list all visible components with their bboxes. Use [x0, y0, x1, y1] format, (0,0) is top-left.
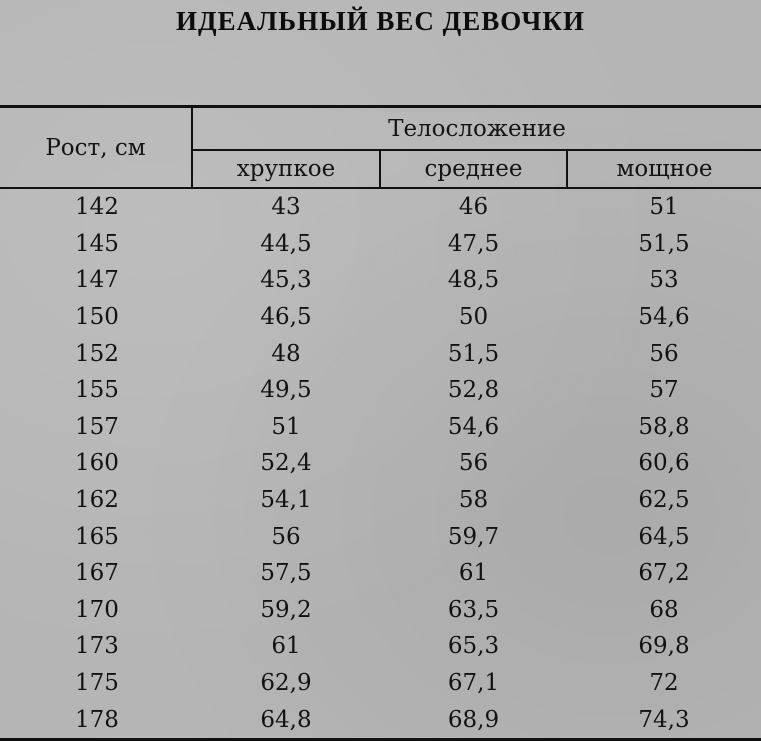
cell-fragile: 57,5: [260, 560, 312, 587]
height-column-header: Рост, см: [0, 107, 192, 189]
cell-medium: 52,8: [447, 377, 500, 404]
cell-fragile: 48: [271, 340, 301, 367]
cell-height: 157: [75, 413, 119, 440]
cell-fragile: 56: [271, 523, 301, 550]
page-title: ИДЕАЛЬНЫЙ ВЕС ДЕВОЧКИ: [176, 6, 585, 36]
table-body: [0, 188, 761, 739]
cell-medium: 63,5: [447, 596, 500, 623]
cell-medium: 65,3: [447, 633, 500, 660]
cell-strong: 74,3: [638, 706, 690, 733]
table-row: [0, 188, 761, 226]
cell-height: 142: [75, 194, 119, 221]
cell-fragile: 54,1: [260, 487, 312, 514]
cell-medium: 61: [458, 560, 489, 587]
cell-strong: 57: [649, 377, 679, 404]
cell-medium: 47,5: [447, 230, 500, 257]
cell-fragile: 62,9: [260, 670, 312, 697]
table-row: [0, 665, 761, 702]
cell-strong: 62,5: [638, 487, 690, 514]
cell-height: 170: [75, 596, 119, 623]
cell-medium: 50: [458, 304, 489, 331]
cell-medium: 51,5: [447, 340, 500, 367]
cell-fragile: 52,4: [260, 450, 312, 477]
cell-height: 152: [75, 340, 119, 367]
cell-medium: 54,6: [447, 413, 500, 440]
table-row: [0, 335, 761, 372]
cell-height: 147: [75, 267, 119, 294]
cell-height: 145: [75, 230, 119, 257]
cell-strong: 72: [649, 670, 679, 697]
cell-strong: 69,8: [638, 633, 690, 660]
cell-strong: 56: [649, 340, 679, 367]
cell-fragile: 43: [271, 194, 301, 221]
table-row: [0, 555, 761, 592]
cell-fragile: 44,5: [260, 230, 312, 257]
cell-strong: 51,5: [638, 230, 690, 257]
cell-fragile: 59,2: [260, 596, 312, 623]
table-row: [0, 445, 761, 482]
cell-fragile: 45,3: [260, 267, 312, 294]
weight-table: [0, 105, 761, 741]
table-row: [0, 299, 761, 336]
cell-strong: 68: [649, 596, 679, 623]
cell-height: 173: [75, 633, 119, 660]
cell-strong: 58,8: [638, 413, 690, 440]
cell-medium: 67,1: [447, 670, 500, 697]
cell-medium: 46: [458, 194, 489, 221]
cell-height: 167: [75, 560, 119, 587]
table-row: [0, 592, 761, 629]
table-row: [0, 701, 761, 739]
cell-strong: 53: [649, 267, 679, 294]
cell-height: 155: [75, 377, 119, 404]
cell-fragile: 61: [271, 633, 301, 660]
table-row: [0, 409, 761, 446]
table-row: [0, 226, 761, 263]
cell-height: 165: [75, 523, 119, 550]
cell-medium: 48,5: [447, 267, 500, 294]
cell-fragile: 64,8: [260, 706, 312, 733]
cell-height: 160: [75, 450, 119, 477]
cell-medium: 59,7: [447, 523, 500, 550]
cell-medium: 58: [458, 487, 489, 514]
cell-fragile: 46,5: [260, 304, 312, 331]
cell-strong: 51: [649, 194, 679, 221]
table-row: [0, 372, 761, 409]
cell-strong: 54,6: [638, 304, 690, 331]
table-row: [0, 262, 761, 299]
table-row: [0, 482, 761, 519]
table-row: [0, 628, 761, 665]
cell-height: 150: [75, 304, 119, 331]
column-header-fragile: хрупкое: [192, 150, 380, 188]
column-header-medium: среднее: [380, 150, 567, 188]
cell-fragile: 49,5: [260, 377, 312, 404]
cell-medium: 68,9: [447, 706, 500, 733]
cell-strong: 64,5: [638, 523, 690, 550]
table-header: [0, 107, 761, 189]
build-group-header: Телосложение: [192, 107, 761, 151]
column-header-strong: мощное: [567, 150, 761, 188]
cell-strong: 67,2: [638, 560, 690, 587]
table-row: [0, 518, 761, 555]
cell-strong: 60,6: [638, 450, 690, 477]
cell-fragile: 51: [271, 413, 301, 440]
cell-height: 178: [75, 706, 119, 733]
cell-height: 175: [75, 670, 119, 697]
cell-medium: 56: [458, 450, 489, 477]
cell-height: 162: [75, 487, 119, 514]
